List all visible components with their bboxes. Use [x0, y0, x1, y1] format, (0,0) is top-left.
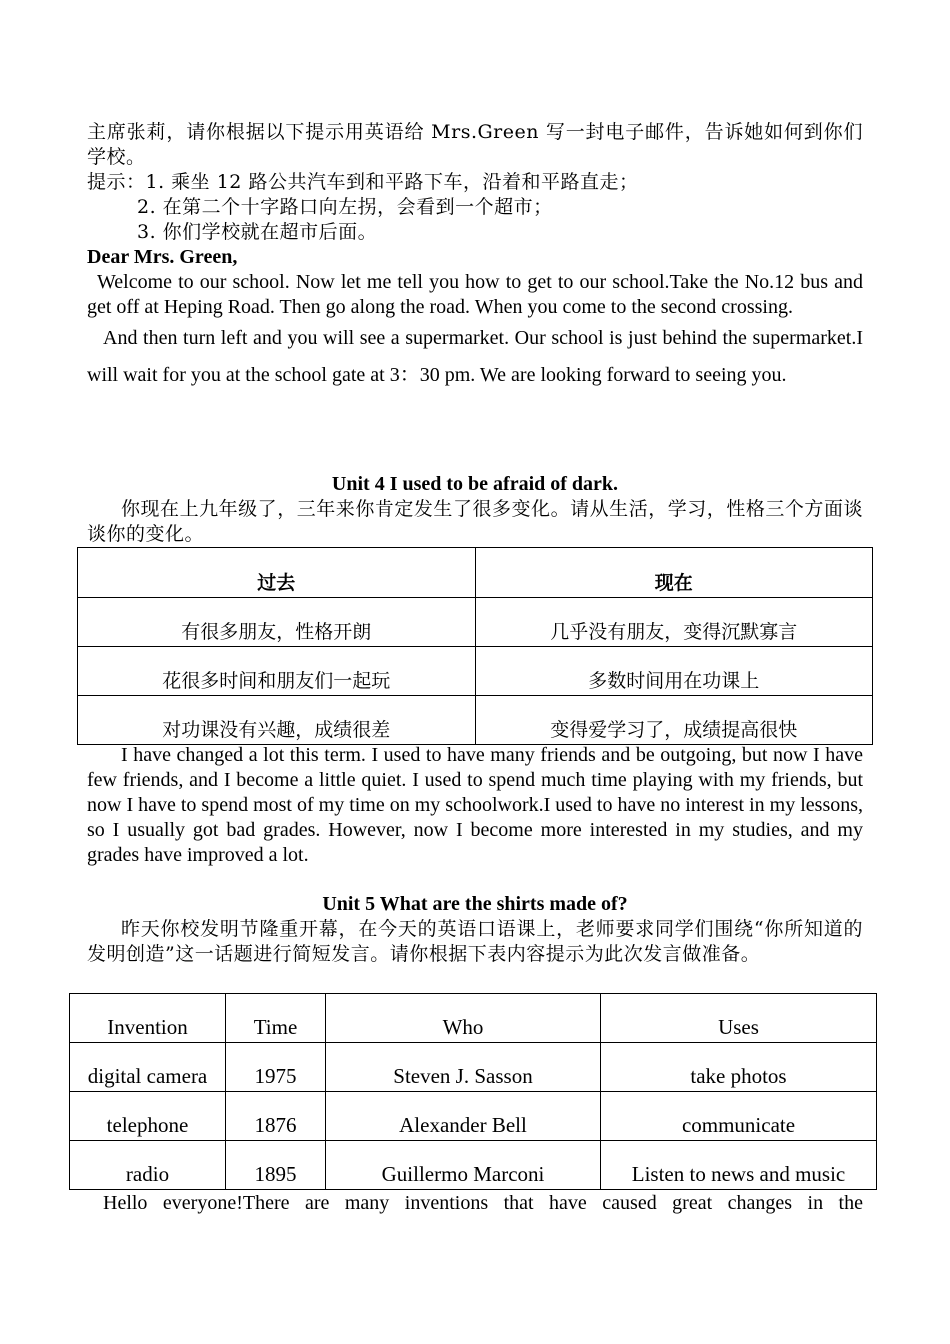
- hint-label: 提示：: [87, 171, 146, 193]
- table-cell: 多数时间用在功课上: [475, 647, 873, 696]
- letter-paragraph-2: And then turn left and you will see a supermarket. Our school is just behind the supermarket.I will wait for you at the school gate at 3：30 pm. We are looking forward to seeing you.: [87, 327, 863, 386]
- hint-1: [87, 170, 863, 195]
- hint-2: 2. 在第二个十字路口向左拐，会看到一个超市；: [137, 196, 553, 218]
- table-cell: 1975: [226, 1043, 326, 1092]
- unit4-essay: I have changed a lot this term. I used to have many friends and be outgoing, but now I have few friends, and I become a little quiet. I used to spend much time playing with my friends, but now I have to spend most of my time on my schoolwork.I used to have no interest in my lessons, so I usually got bad grades. However, now I become more interested in my studies, and my grades have improved a lot.: [87, 744, 864, 866]
- table-cell: 1895: [226, 1141, 326, 1190]
- header-who: Who: [326, 994, 601, 1043]
- table-cell: 对功课没有兴趣，成绩很差: [78, 696, 476, 745]
- table-row: [78, 647, 873, 696]
- table-row: [70, 1141, 877, 1190]
- table-row: [70, 1092, 877, 1141]
- header-now: 现在: [475, 548, 873, 598]
- unit4-header: [87, 472, 863, 547]
- table-cell: 变得爱学习了，成绩提高很快: [475, 696, 873, 745]
- table-cell: Steven J. Sasson: [326, 1043, 601, 1092]
- letter-greeting: Dear Mrs. Green,: [87, 246, 238, 268]
- table-cell: 几乎没有朋友，变得沉默寡言: [475, 598, 873, 647]
- unit5-prompt: 昨天你校发明节隆重开幕，在今天的英语口语课上，老师要求同学们围绕“你所知道的发明创造”这一话题进行简短发言。请你根据下表内容提示为此次发言做准备。: [87, 918, 863, 965]
- unit4-table: [77, 547, 873, 745]
- table-cell: take photos: [601, 1043, 877, 1092]
- hint-3: 3. 你们学校就在超市后面。: [137, 221, 378, 243]
- table-header-row: [78, 548, 873, 598]
- table-cell: Listen to news and music: [601, 1141, 877, 1190]
- table-cell: 1876: [226, 1092, 326, 1141]
- header-invention: Invention: [70, 994, 226, 1043]
- header-uses: Uses: [601, 994, 877, 1043]
- unit5-header: [87, 892, 863, 967]
- letter-paragraph-1: Welcome to our school. Now let me tell you how to get to our school.Take the No.12 bus and get off at Heping Road. Then go along the road. When you come to the second crossing.: [87, 271, 863, 318]
- table-cell: radio: [70, 1141, 226, 1190]
- unit5-title: Unit 5 What are the shirts made of?: [322, 893, 628, 915]
- intro-prompt: 主席张莉，请你根据以下提示用英语给 Mrs.Green 写一封电子邮件，告诉她如何到你们学校。: [87, 121, 863, 168]
- table-cell: digital camera: [70, 1043, 226, 1092]
- table-row: [78, 696, 873, 745]
- table-row: [78, 598, 873, 647]
- table-row: [70, 1043, 877, 1092]
- hint-1-text: 1. 乘坐 12 路公共汽车到和平路下车，沿着和平路直走；: [145, 171, 639, 193]
- table-cell: telephone: [70, 1092, 226, 1141]
- intro-section: [87, 120, 863, 394]
- table-cell: Alexander Bell: [326, 1092, 601, 1141]
- unit5-essay: Hello everyone!There are many inventions that have caused great changes in the: [103, 1192, 863, 1214]
- unit4-essay-block: [87, 743, 863, 868]
- unit4-prompt: 你现在上九年级了，三年来你肯定发生了很多变化。请从生活，学习，性格三个方面谈谈你的变化。: [87, 498, 863, 545]
- table-cell: communicate: [601, 1092, 877, 1141]
- table-cell: 花很多时间和朋友们一起玩: [78, 647, 476, 696]
- header-past: 过去: [78, 548, 476, 598]
- header-time: Time: [226, 994, 326, 1043]
- unit5-essay-block: [87, 1191, 863, 1216]
- table-cell: Guillermo Marconi: [326, 1141, 601, 1190]
- table-cell: 有很多朋友，性格开朗: [78, 598, 476, 647]
- unit5-table: [69, 993, 877, 1190]
- unit4-title: Unit 4 I used to be afraid of dark.: [331, 473, 619, 495]
- table-header-row: [70, 994, 877, 1043]
